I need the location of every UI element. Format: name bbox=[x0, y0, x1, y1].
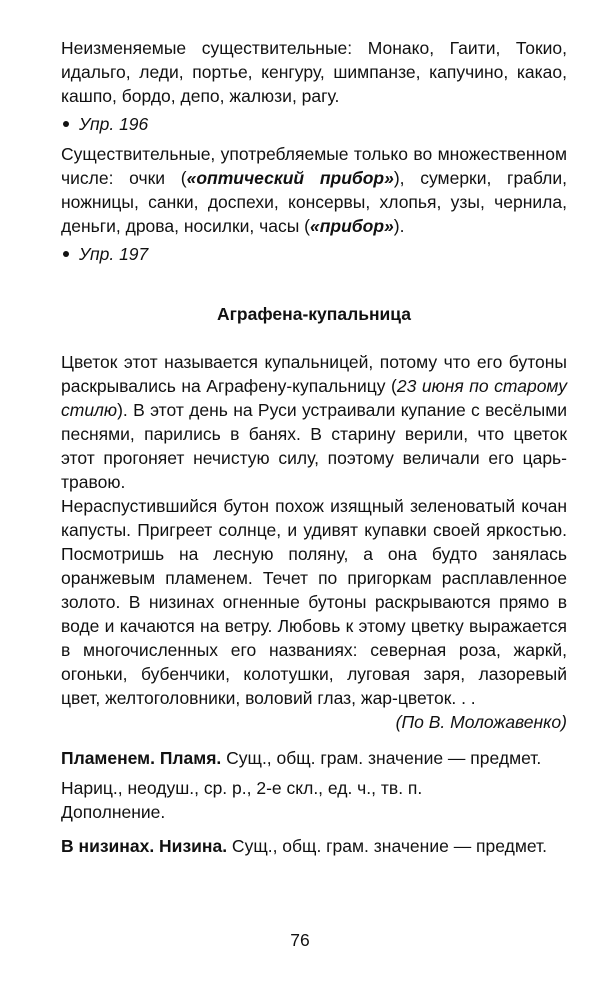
text-paragraph-2 bbox=[61, 494, 567, 710]
page-number: 76 bbox=[290, 930, 310, 950]
italic-text: 23 июня по старому стилю bbox=[61, 376, 567, 420]
bold-term: Пламенем. Пламя. bbox=[61, 748, 222, 768]
paragraph-plural-only-nouns bbox=[61, 142, 567, 238]
text-paragraph-1 bbox=[61, 350, 567, 494]
text: Сущ., общ. грам. значение — предмет. bbox=[227, 836, 547, 856]
text: Существительные, употребляемые только во множественном числе: очки ( bbox=[61, 144, 567, 188]
bullet-icon bbox=[63, 121, 69, 127]
paragraph-indeclinable-nouns bbox=[61, 36, 567, 108]
text: Нераспустившийся бутон похож изящный зеленоватый кочан капусты. Пригреет солнце, и удивят купавки своей яркостью. Посмотришь на лесную поляну, а она будто занялась оранжевым пламенем. Течет по пригоркам расплавленное золото. В низинах огненные бутоны раскрываются прямо в воде и качаются на ветру. Любовь к этому цветку выражается в многочисленных его названиях: северная роза, жаркй, огоньки, бубенчики, колотушки, луговая заря, лазоревый цвет, желтоголовники, воловий глаз, жар-цветок. . . bbox=[61, 496, 567, 708]
analysis-2-line-1 bbox=[61, 834, 567, 858]
bullet-icon bbox=[63, 251, 69, 257]
italic-text: «прибор» bbox=[310, 216, 394, 236]
text: Сущ., общ. грам. значение — предмет. bbox=[221, 748, 542, 768]
exercise-196-heading bbox=[61, 112, 567, 136]
text: ). bbox=[393, 216, 405, 236]
text-title: Аграфена-купальница bbox=[217, 304, 411, 324]
exercise-197-heading bbox=[61, 242, 567, 266]
italic-text: «оптический прибор» bbox=[186, 168, 394, 188]
bold-term: В низинах. Низина. bbox=[61, 836, 228, 856]
exercise-label: Упр. 197 bbox=[79, 244, 149, 264]
text: ), сумерки, грабли, ножницы, санки, доспехи, консервы, хлопья, узы, чернила, деньги, дрова, носилки, часы ( bbox=[61, 168, 567, 236]
text: ). В этот день на Руси устраивали купание с весёлыми песнями, парились в банях. В старину верили, что цветок этот прогоняет нечистую силу, поэтому величали его царь-травою. bbox=[61, 400, 567, 492]
analysis-1-line-2: Нариц., неодуш., ср. р., 2-е скл., ед. ч., тв. п. bbox=[61, 778, 423, 798]
text: Неизменяемые существительные: Монако, Гаити, Токио, идальго, леди, портье, кенгуру, шимпанзе, капучино, какао, кашпо, бордо, депо, жалюзи, рагу. bbox=[61, 38, 567, 106]
source-attribution: (По В. Моложавенко) bbox=[395, 712, 567, 732]
exercise-label: Упр. 196 bbox=[79, 114, 149, 134]
analysis-1-line-1 bbox=[61, 746, 567, 770]
page-content bbox=[61, 36, 567, 858]
analysis-1-line-3: Дополнение. bbox=[61, 802, 166, 822]
text: Цветок этот называется купальницей, потому что его бутоны раскрывались на Аграфену-купальницу ( bbox=[61, 352, 567, 396]
